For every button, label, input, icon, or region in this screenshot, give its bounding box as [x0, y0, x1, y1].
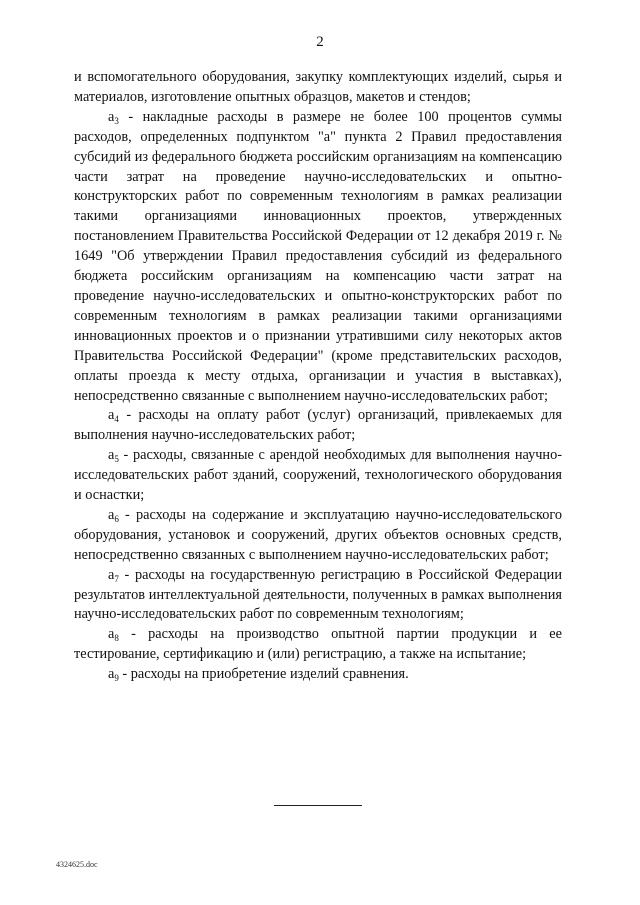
document-body	[74, 68, 562, 685]
item-marker: а	[108, 666, 115, 683]
paragraph-continuation: и вспомогательного оборудования, закупку комплектующих изделий, сырья и материалов, изготовление опытных образцов, макетов и стендов;	[74, 69, 562, 105]
item-subscript: 5	[114, 454, 119, 465]
paragraph-a5-rent: $а_5$ - расходы, связанные с арендой необходимых для выполнения научно-исследовательских работ зданий, сооружений, технологического оборудования и оснастки;	[74, 447, 562, 504]
item-marker: а	[108, 447, 115, 464]
item-marker: а	[108, 626, 115, 643]
item-marker: а	[108, 506, 115, 523]
paragraph-a7-registration: $а_7$ - расходы на государственную регистрацию в Российской Федерации результатов интеллектуальной деятельности, полученных в рамках выполнения научно-исследовательских работ по современным технологиям;	[74, 566, 562, 623]
end-divider-line	[274, 805, 362, 806]
item-subscript: 4	[114, 414, 119, 425]
paragraph-a3-overhead: $а_3$ - накладные расходы в размере не более 100 процентов суммы расходов, определенных подпунктом "а" пункта 2 Правил предоставления субсидий из федерального бюджета российским организациям на компенсацию части затрат на проведение научно-исследовательских и опытно-конструкторских работ по современным технологиям в рамках реализации такими организациями инновационных проектов, утвержденных постановлением Правительства Российской Федерации от 12 декабря 2019 г. № 1649 "Об утверждении Правил предоставления субсидий из федерального бюджета российским организациям на компенсацию части затрат на проведение научно-исследовательских и опытно-конструкторских работ по современным технологиям в рамках реализации такими организациями инновационных проектов и о признании утратившими силу некоторых актов Правительства Российской Федерации" (кроме представительских расходов, оплаты проезда к месту отдыха, организации и участия в выставках), непосредственно связанные с выполнением научно-исследовательских работ;	[74, 108, 562, 404]
paragraph-a8-production: $а_8$ - расходы на производство опытной партии продукции и ее тестирование, сертификацию и (или) регистрацию, а также на испытание;	[74, 626, 562, 663]
paragraph-a6-maintenance: $а_6$ - расходы на содержание и эксплуатацию научно-исследовательского оборудования, установок и сооружений, других объектов основных средств, непосредственно связанных с выполнением научно-исследовательских работ;	[74, 506, 562, 563]
item-subscript: 7	[114, 573, 119, 584]
item-marker: а	[108, 108, 115, 125]
item-marker: а	[108, 407, 115, 424]
item-subscript: 8	[114, 633, 119, 644]
paragraph-a9-comparison: $а_9$ - расходы на приобретение изделий сравнения.	[108, 666, 409, 684]
item-subscript: 3	[114, 115, 119, 126]
item-subscript: 9	[114, 673, 119, 684]
footer-document-code: 4324625.doc	[56, 860, 98, 869]
item-subscript: 6	[114, 513, 119, 524]
paragraph-a4-services: $а_4$ - расходы на оплату работ (услуг) организаций, привлекаемых для выполнения научно-исследовательских работ;	[74, 407, 562, 444]
page-number: 2	[316, 34, 324, 50]
item-marker: а	[108, 566, 115, 583]
